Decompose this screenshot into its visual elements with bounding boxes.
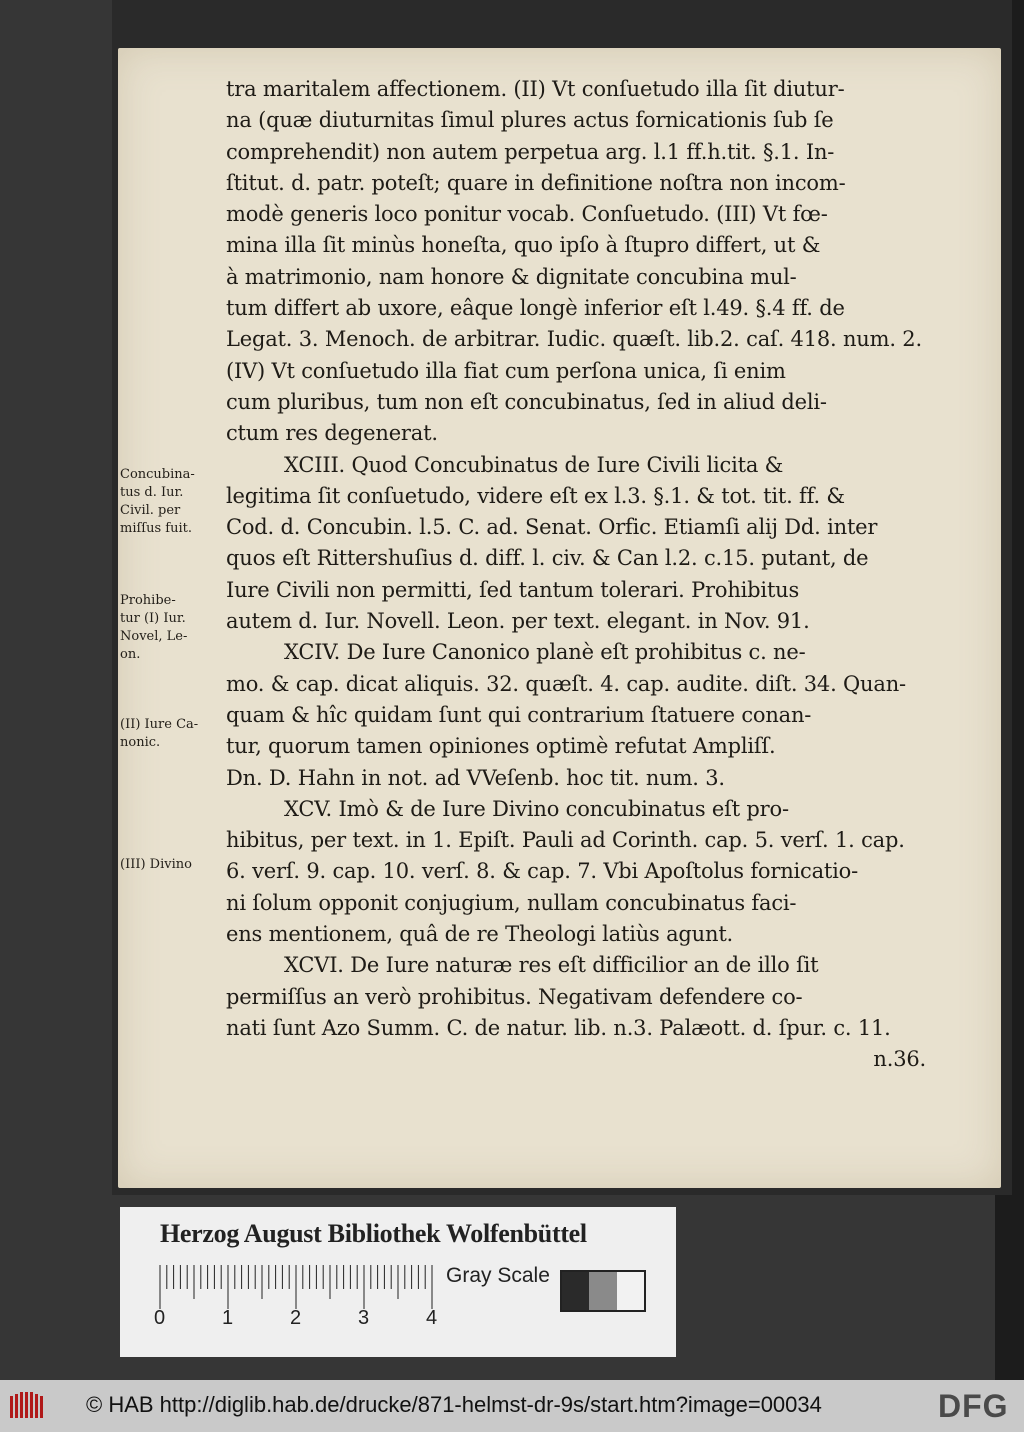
text-line: ſtitut. d. patr. poteſt; quare in definitione noſtra non incom- xyxy=(226,170,846,195)
text-line: Legat. 3. Menoch. de arbitrar. Iudic. quæſt. lib.2. caſ. 418. num. 2. xyxy=(226,327,922,352)
ruler-number: 2 xyxy=(290,1307,302,1329)
text-line: 6. verſ. 9. cap. 10. verſ. 8. & cap. 7. Vbi Apoſtolus fornicatio- xyxy=(226,859,859,884)
margin-note-concubinatus: Concubina- tus d. Iur. Civil. per miſſus fuit. xyxy=(120,467,195,536)
text-line: XCIII. Quod Concubinatus de Iure Civili licita & xyxy=(284,452,784,477)
gray-scale-label: Gray Scale xyxy=(446,1264,550,1287)
ruler-number: 3 xyxy=(358,1307,370,1329)
library-name: Herzog August Bibliothek Wolfenbüttel xyxy=(160,1219,587,1248)
text-line: comprehendit) non autem perpetua arg. l.1 ff.h.tit. §.1. In- xyxy=(226,139,835,164)
text-line: tra maritalem affectionem. (II) Vt conſuetudo illa ſit diutur- xyxy=(226,77,845,101)
text-line: nati ſunt Azo Summ. C. de natur. lib. n.3. Palæott. d. ſpur. c. 11. xyxy=(226,1015,891,1040)
gray-patch-light xyxy=(617,1272,644,1310)
margin-note-prohibetur: Prohibe- tur (I) Iur. Novel, Le- on. xyxy=(120,593,188,662)
text-line: permiſſus an verò prohibitus. Negativam defendere co- xyxy=(226,984,803,1009)
text-line: mina illa ſit minùs honeſta, quo ipſo à ſtupro differt, ut & xyxy=(226,233,821,258)
text-line: na (quæ diuturnitas ſimul plures actus fornicationis ſub ſe xyxy=(226,108,834,133)
text-line: quos eſt Rittershuſius d. diff. l. civ. & Can l.2. c.15. putant, de xyxy=(226,546,869,571)
dfg-logo: DFG xyxy=(938,1388,1009,1424)
text-line: à matrimonio, nam honore & dignitate concubina mul- xyxy=(226,264,797,289)
text-line: modè generis loco ponitur vocab. Conſuetudo. (III) Vt fœ- xyxy=(226,202,828,227)
text-line: hibitus, per text. in 1. Epiſt. Pauli ad Corinth. cap. 5. verſ. 1. cap. xyxy=(226,828,905,853)
ruler-number: 1 xyxy=(222,1307,234,1329)
status-bar xyxy=(0,1380,1024,1432)
hab-logo-icon xyxy=(8,1390,48,1422)
text-line: XCVI. De Iure naturæ res eſt difficilior an de illo ſit xyxy=(284,953,819,978)
text-line: Iure Civili non permitti, ſed tantum tolerari. Prohibitus xyxy=(226,577,800,602)
text-line: quam & hîc quidam ſunt qui contrarium ſtatuere conan- xyxy=(226,702,812,727)
text-line: cum pluribus, tum non eſt concubinatus, ſed in aliud deli- xyxy=(226,389,827,414)
library-color-card xyxy=(120,1207,676,1357)
text-line: XCV. Imò & de Iure Divino concubinatus eſt pro- xyxy=(284,796,789,821)
text-line: Dn. D. Hahn in not. ad VVeſenb. hoc tit. num. 3. xyxy=(226,765,725,790)
text-line: XCIV. De Iure Canonico planè eſt prohibitus c. ne- xyxy=(284,640,806,665)
ruler-number: 0 xyxy=(154,1307,166,1329)
text-line: legitima ſit conſuetudo, videre eſt ex l.3. §.1. & tot. tit. ff. & xyxy=(226,483,845,508)
text-line: ctum res degenerat. xyxy=(226,421,438,446)
text-line: tur, quorum tamen opiniones optimè refutat Ampliſſ. xyxy=(226,734,776,759)
gray-patch-mid xyxy=(589,1272,616,1310)
ruler-number: 4 xyxy=(426,1307,438,1329)
margin-note-divino: (III) Divino xyxy=(120,857,192,872)
gray-patch-dark xyxy=(562,1272,589,1310)
text-line: ni ſolum opponit conjugium, nullam concubinatus faci- xyxy=(226,890,797,915)
text-line: tum differt ab uxore, eâque longè inferior eſt l.49. §.4 ff. de xyxy=(226,296,845,321)
gray-scale-patches xyxy=(560,1270,646,1312)
ruler-scale xyxy=(156,1263,446,1309)
text-line: autem d. Iur. Novell. Leon. per text. elegant. in Nov. 91. xyxy=(226,609,810,634)
text-line: (IV) Vt conſuetudo illa fiat cum perſona unica, ſi enim xyxy=(226,358,786,383)
page-body-text xyxy=(226,74,926,1076)
margin-note-iure-canonic: (II) Iure Ca- nonic. xyxy=(120,717,199,750)
text-line: mo. & cap. dicat aliquis. 32. quæſt. 4. cap. audite. diſt. 34. Quan- xyxy=(226,671,906,696)
text-line: Cod. d. Concubin. l.5. C. ad. Senat. Orfic. Etiamſi alij Dd. inter xyxy=(226,515,878,540)
source-url[interactable]: © HAB http://diglib.hab.de/drucke/871-helmst-dr-9s/start.htm?image=00034 xyxy=(86,1392,822,1417)
text-line: n.36. xyxy=(873,1047,926,1072)
text-line: ens mentionem, quâ de re Theologi latiùs agunt. xyxy=(226,922,734,947)
